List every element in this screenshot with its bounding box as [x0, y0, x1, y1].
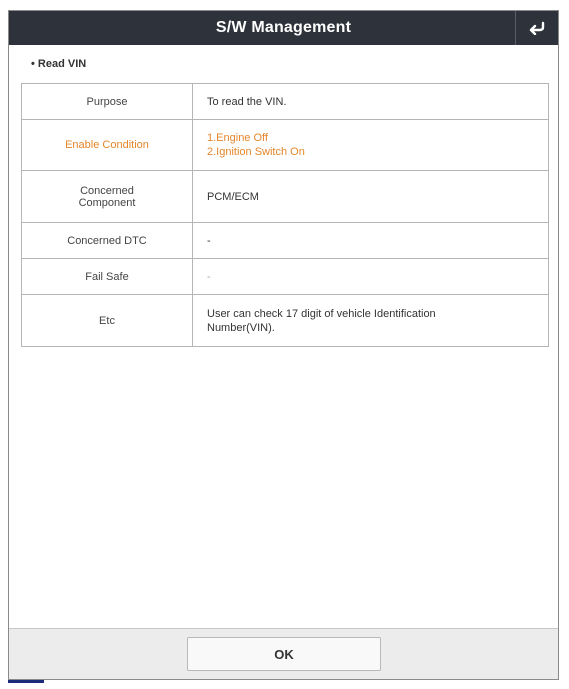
dialog-title: S/W Management — [215, 19, 352, 36]
row-label: Enable Condition — [22, 120, 193, 171]
section-title: • Read VIN — [31, 58, 87, 70]
table-row — [22, 171, 549, 223]
row-label: Purpose — [22, 84, 193, 120]
sw-management-dialog — [8, 10, 559, 680]
table-row — [22, 223, 549, 259]
row-value: - — [193, 259, 549, 295]
label-line: Component — [78, 196, 136, 209]
info-table — [21, 83, 549, 347]
value-line: User can check 17 digit of vehicle Identification — [207, 307, 436, 320]
value-line: 2.Ignition Switch On — [207, 146, 305, 158]
back-button[interactable] — [515, 11, 558, 45]
corner-mark — [8, 680, 44, 683]
row-value — [193, 295, 549, 347]
table-row — [22, 84, 549, 120]
row-value: PCM/ECM — [193, 171, 549, 223]
ok-button[interactable]: OK — [187, 637, 381, 671]
table-row — [22, 295, 549, 347]
row-label — [22, 171, 193, 223]
value-line: Number(VIN). — [207, 321, 275, 334]
title-bar — [9, 11, 558, 45]
label-line: Concerned — [80, 184, 134, 197]
row-label: Etc — [22, 295, 193, 347]
dialog-footer — [9, 628, 558, 679]
row-value: To read the VIN. — [193, 84, 549, 120]
row-value — [193, 120, 549, 171]
return-arrow-icon — [528, 21, 546, 35]
row-value: - — [193, 223, 549, 259]
table-row — [22, 259, 549, 295]
row-label: Fail Safe — [22, 259, 193, 295]
table-row — [22, 120, 549, 171]
row-label: Concerned DTC — [22, 223, 193, 259]
value-line: 1.Engine Off — [207, 132, 268, 144]
